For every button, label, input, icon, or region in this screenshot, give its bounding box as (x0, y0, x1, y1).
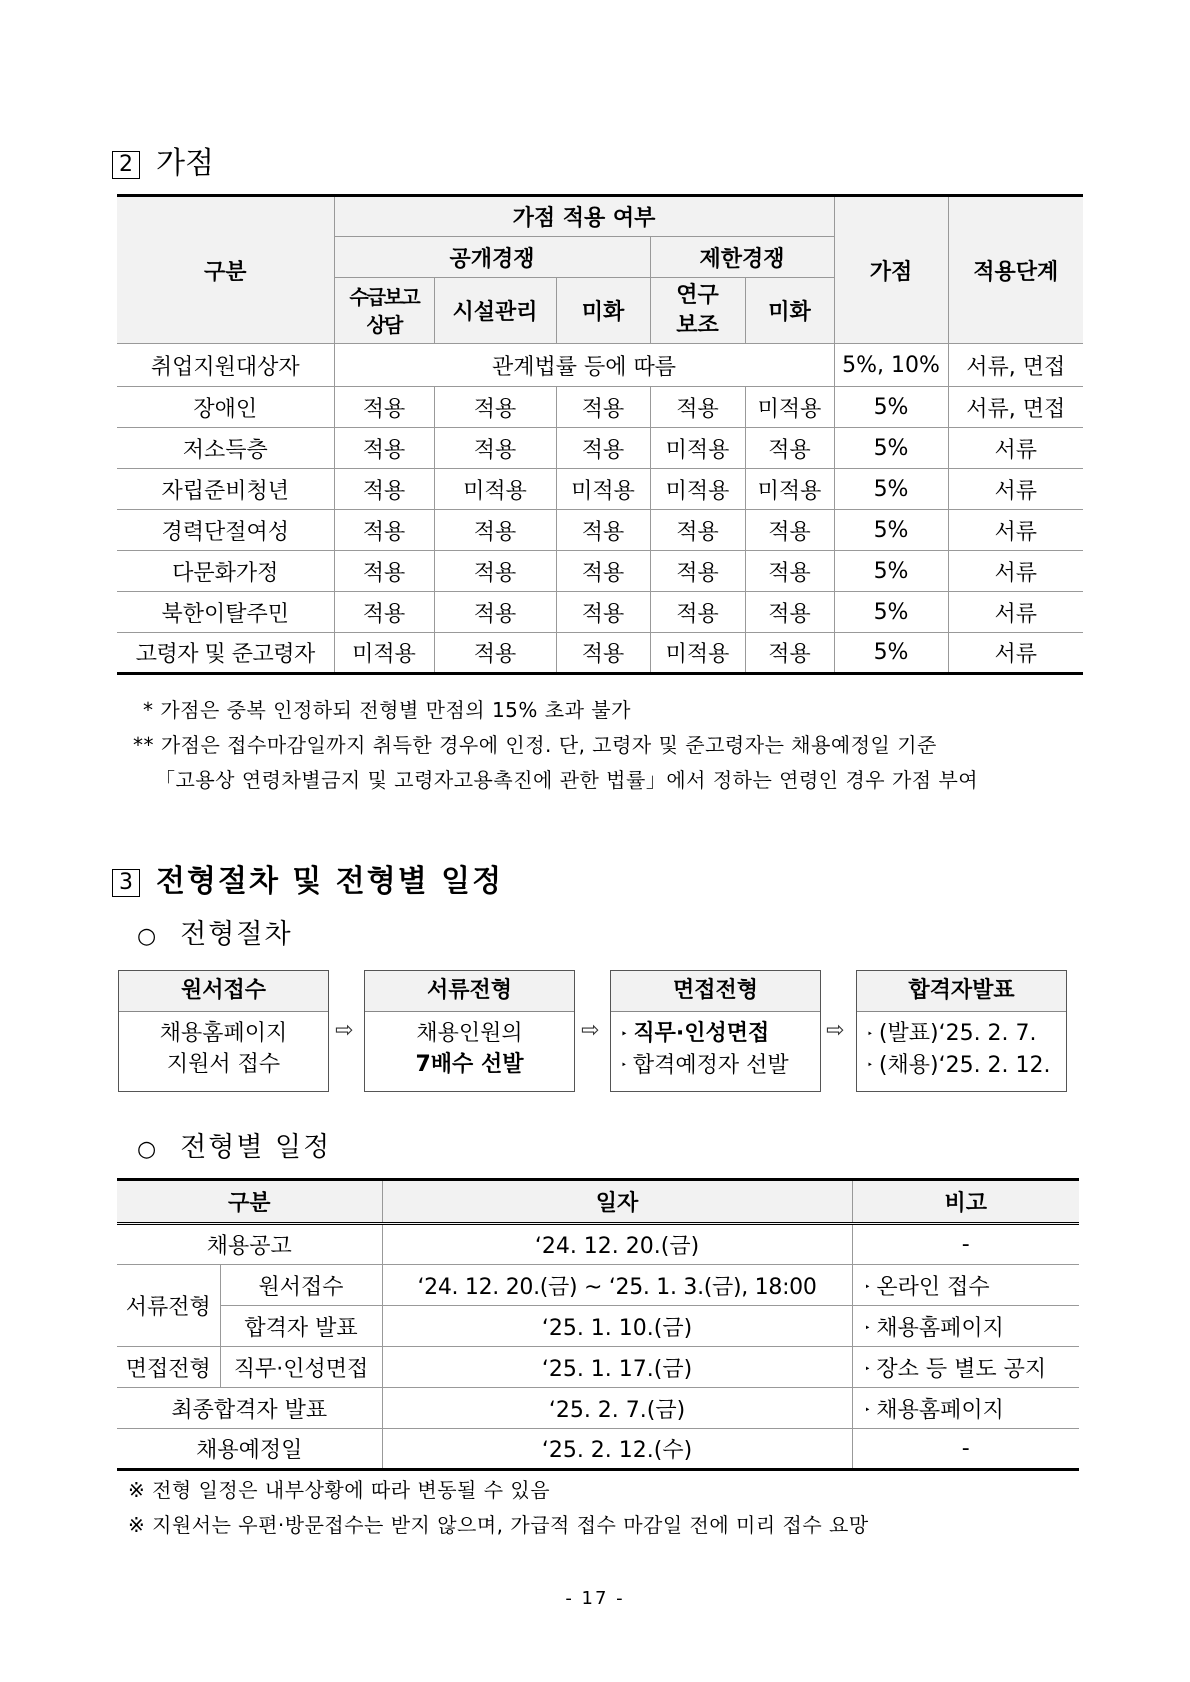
arrow-right-icon: ⇨ (581, 1018, 600, 1043)
step-body: 채용홈페이지 지원서 접수 (159, 1021, 288, 1077)
triangle-bullet-icon: ‣ (864, 1282, 871, 1293)
table-row: 면접전형 직무·인성면접 ‘25. 1. 17.(금) ‣ 장소 등 별도 공지 (117, 1347, 1079, 1388)
section-3-title: 전형절차 및 전형별 일정 (156, 864, 504, 899)
header-category: 구분 (117, 196, 334, 344)
triangle-bullet-icon: ‣ (621, 1028, 628, 1040)
group-document-screening: 서류전형 (117, 1265, 220, 1347)
schedule-note-2: ※ 지원서는 우편·방문접수는 받지 않으며, 가급적 접수 마감일 전에 미리 접수 요망 (128, 1513, 869, 1537)
table-row: 채용예정일 ‘25. 2. 12.(수) - (117, 1429, 1079, 1470)
table-row: 자립준비청년 적용 미적용 미적용 미적용 미적용 5% 서류 (117, 469, 1083, 510)
table-row: 경력단절여성 적용 적용 적용 적용 적용 5% 서류 (117, 510, 1083, 551)
arrow-right-icon: ⇨ (335, 1018, 354, 1043)
schedule-subheading: ○ 전형별 일정 (137, 1132, 332, 1163)
triangle-bullet-icon: ‣ (864, 1323, 871, 1334)
page-number: - 17 - (565, 1588, 625, 1609)
step-application (118, 970, 329, 1092)
header-col-2: 시설관리 (434, 278, 556, 344)
triangle-bullet-icon: ‣ (621, 1060, 627, 1071)
step-header: 원서접수 (119, 971, 328, 1012)
step-header: 면접전형 (611, 971, 820, 1012)
triangle-bullet-icon: ‣ (867, 1060, 873, 1071)
header-col-5: 미화 (745, 278, 834, 344)
circle-bullet-icon: ○ (137, 1137, 159, 1162)
schedule-header-note: 비고 (852, 1180, 1079, 1224)
header-limited-competition: 제한경쟁 (650, 237, 834, 278)
bonus-note-1: * 가점은 중복 인정하되 전형별 만점의 15% 초과 불가 (143, 698, 631, 722)
schedule-header-date: 일자 (382, 1180, 852, 1224)
procedure-subheading: ○ 전형절차 (137, 919, 293, 950)
header-points: 가점 (834, 196, 948, 344)
table-row: 서류전형 원서접수 ‘24. 12. 20.(금) ~ ‘25. 1. 3.(금), 18:00 ‣ 온라인 접수 (117, 1265, 1079, 1306)
section-number-box: 2 (112, 151, 140, 179)
step-interview (610, 970, 821, 1092)
step-header: 서류전형 (365, 971, 574, 1012)
section-3-heading (112, 856, 503, 900)
schedule-note-1: ※ 전형 일정은 내부상황에 따라 변동될 수 있음 (128, 1478, 551, 1502)
table-row: 최종합격자 발표 ‘25. 2. 7.(금) ‣ 채용홈페이지 (117, 1388, 1079, 1429)
arrow-right-icon: ⇨ (826, 1018, 845, 1043)
step-header: 합격자발표 (857, 971, 1066, 1012)
header-col-1: 수급보고 상담 (334, 278, 434, 344)
step-body: ‣ 직무·인성면접 ‣ 합격예정자 선발 (621, 1021, 789, 1078)
bonus-note-3: 「고용상 연령차별금지 및 고령자고용촉진에 관한 법률」에서 정하는 연령인 경우 가점 부여 (155, 768, 979, 792)
section-number-box: 3 (112, 869, 140, 897)
header-col-3: 미화 (556, 278, 650, 344)
triangle-bullet-icon: ‣ (867, 1028, 873, 1040)
step-body: ‣ (발표)‘25. 2. 7. ‣ (채용)‘25. 2. 12. (867, 1021, 1051, 1078)
step-body: 채용인원의 7배수 선발 (415, 1021, 524, 1077)
header-stage: 적용단계 (948, 196, 1083, 344)
bonus-points-table (117, 194, 1083, 675)
step-document-screening (364, 970, 575, 1092)
table-row: 북한이탈주민 적용 적용 적용 적용 적용 5% 서류 (117, 592, 1083, 633)
triangle-bullet-icon: ‣ (864, 1405, 871, 1416)
header-applicability: 가점 적용 여부 (334, 196, 834, 237)
group-interview: 면접전형 (117, 1347, 220, 1388)
table-row: 채용공고 ‘24. 12. 20.(금) - (117, 1224, 1079, 1265)
circle-bullet-icon: ○ (137, 924, 159, 949)
schedule-table (117, 1178, 1079, 1471)
schedule-header-category: 구분 (117, 1180, 382, 1224)
table-row: 합격자 발표 ‘25. 1. 10.(금) ‣ 채용홈페이지 (117, 1306, 1079, 1347)
table-row: 취업지원대상자 관계법률 등에 따름 5%, 10% 서류, 면접 (117, 344, 1083, 387)
table-row: 장애인 적용 적용 적용 적용 미적용 5% 서류, 면접 (117, 387, 1083, 428)
table-row: 저소득층 적용 적용 적용 미적용 적용 5% 서류 (117, 428, 1083, 469)
header-col-4: 연구 보조 (650, 278, 745, 344)
table-row: 고령자 및 준고령자 미적용 적용 적용 미적용 적용 5% 서류 (117, 633, 1083, 674)
bonus-note-2: ** 가점은 접수마감일까지 취득한 경우에 인정. 단, 고령자 및 준고령자는 채용예정일 기준 (133, 733, 937, 757)
header-open-competition: 공개경쟁 (334, 237, 650, 278)
step-announcement (856, 970, 1067, 1092)
section-2-title: 가점 (156, 146, 214, 181)
section-2-heading (112, 138, 214, 182)
triangle-bullet-icon: ‣ (864, 1364, 871, 1375)
table-row: 다문화가정 적용 적용 적용 적용 적용 5% 서류 (117, 551, 1083, 592)
